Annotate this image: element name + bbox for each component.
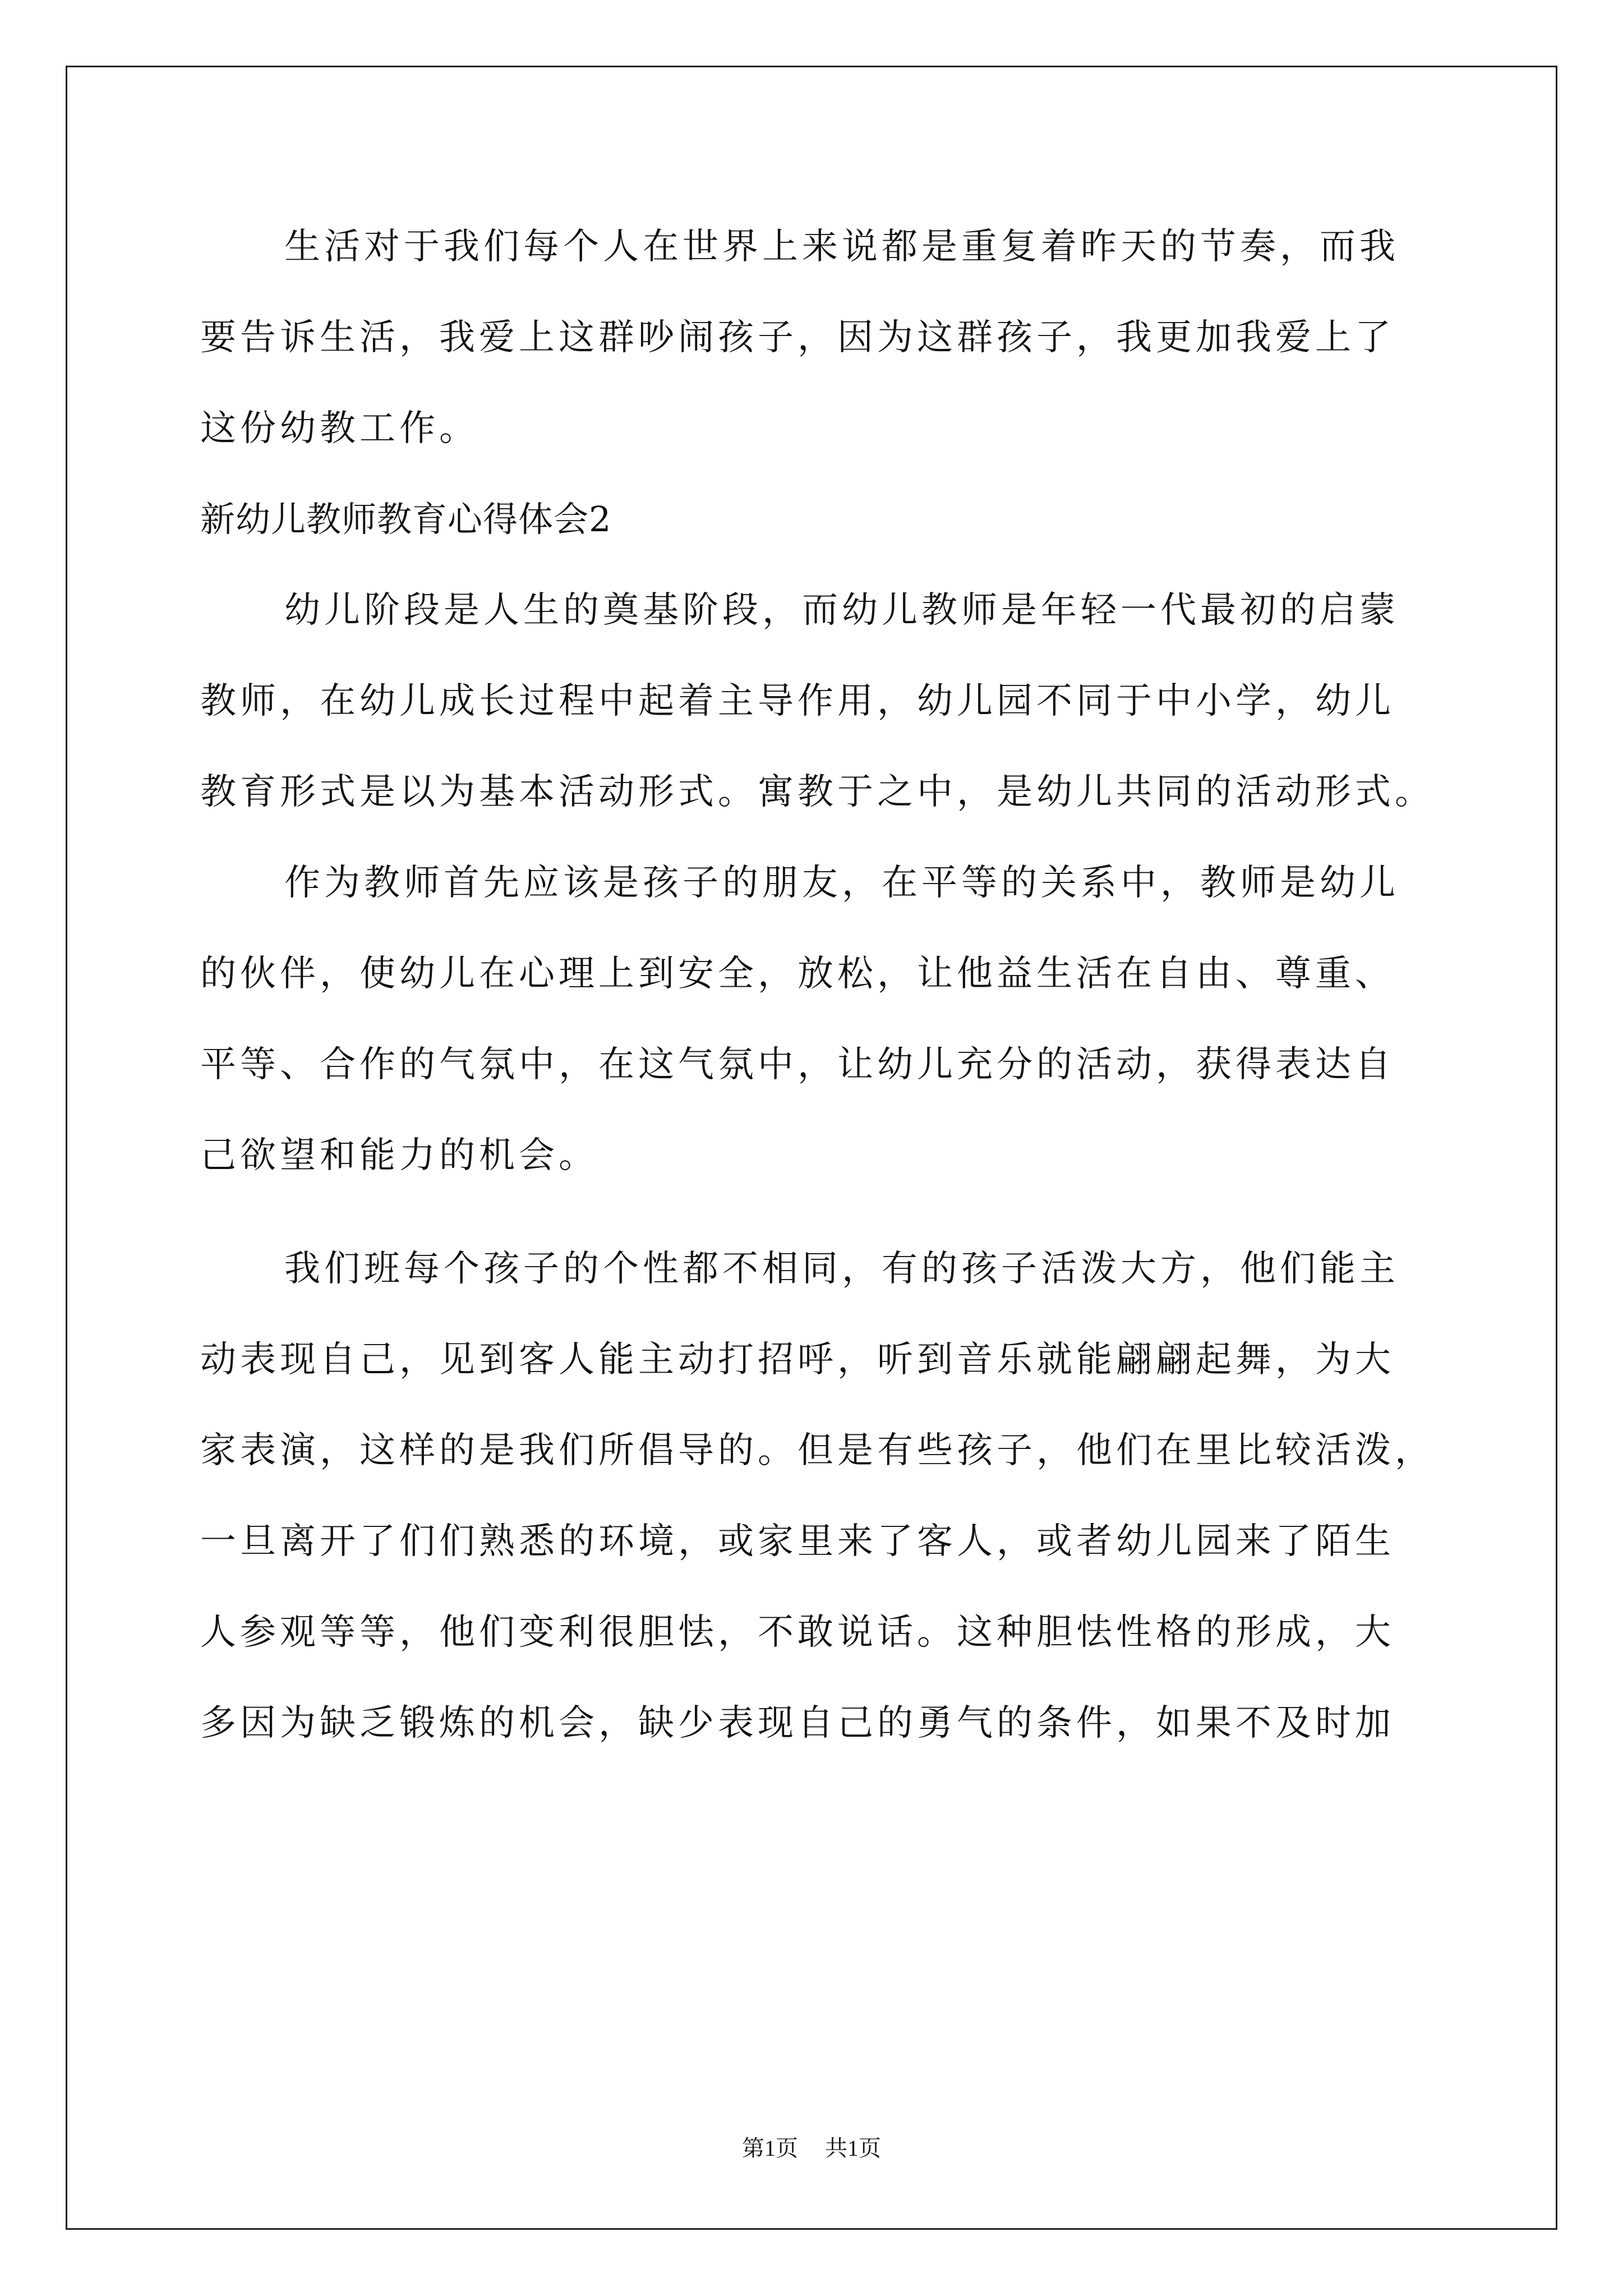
page-footer — [0, 2132, 1623, 2165]
paragraph-1-line-1: 生活对于我们每个人在世界上来说都是重复着昨天的节奏，而我 — [284, 226, 1399, 268]
paragraph-1-line-3: 这份幼教工作。 — [200, 408, 479, 449]
paragraph-2-line-2: 教师，在幼儿成长过程中起着主导作用，幼儿园不同于中小学，幼儿 — [200, 680, 1395, 722]
paragraph-4-line-2: 动表现自己，见到客人能主动打招呼，听到音乐就能翩翩起舞，为大 — [200, 1339, 1395, 1381]
paragraph-3-line-2: 的伙伴，使幼儿在心理上到安全，放松，让他益生活在自由、尊重、 — [200, 953, 1395, 995]
paragraph-4-line-5: 人参观等等，他们变利很胆怯，不敢说话。这种胆怯性格的形成，大 — [200, 1612, 1395, 1653]
paragraph-4-line-4: 一旦离开了们们熟悉的环境，或家里来了客人，或者幼儿园来了陌生 — [200, 1521, 1395, 1562]
page-number-current: 第1页 — [742, 2136, 798, 2161]
paragraph-2-line-1: 幼儿阶段是人生的奠基阶段，而幼儿教师是年轻一代最初的启蒙 — [284, 590, 1399, 631]
paragraph-4-line-3: 家表演，这样的是我们所倡导的。但是有些孩子，他们在里比较活泼， — [200, 1430, 1435, 1471]
paragraph-4-line-6: 多因为缺乏锻炼的机会，缺少表现自己的勇气的条件，如果不及时加 — [200, 1703, 1395, 1744]
section-heading: 新幼儿教师教育心得体会2 — [200, 499, 612, 540]
paragraph-2-line-3: 教育形式是以为基本活动形式。寓教于之中，是幼儿共同的活动形式。 — [200, 771, 1435, 813]
paragraph-1-line-2: 要告诉生活，我爱上这群吵闹孩子，因为这群孩子，我更加我爱上了 — [200, 317, 1395, 358]
paragraph-3-line-3: 平等、合作的气氛中，在这气氛中，让幼儿充分的活动，获得表达自 — [200, 1044, 1395, 1085]
page-number-total: 共1页 — [825, 2136, 881, 2161]
paragraph-3-line-1: 作为教师首先应该是孩子的朋友，在平等的关系中，教师是幼儿 — [284, 862, 1399, 904]
paragraph-3-line-4: 己欲望和能力的机会。 — [200, 1135, 598, 1176]
paragraph-4-line-1: 我们班每个孩子的个性都不相同，有的孩子活泼大方，他们能主 — [284, 1248, 1399, 1290]
